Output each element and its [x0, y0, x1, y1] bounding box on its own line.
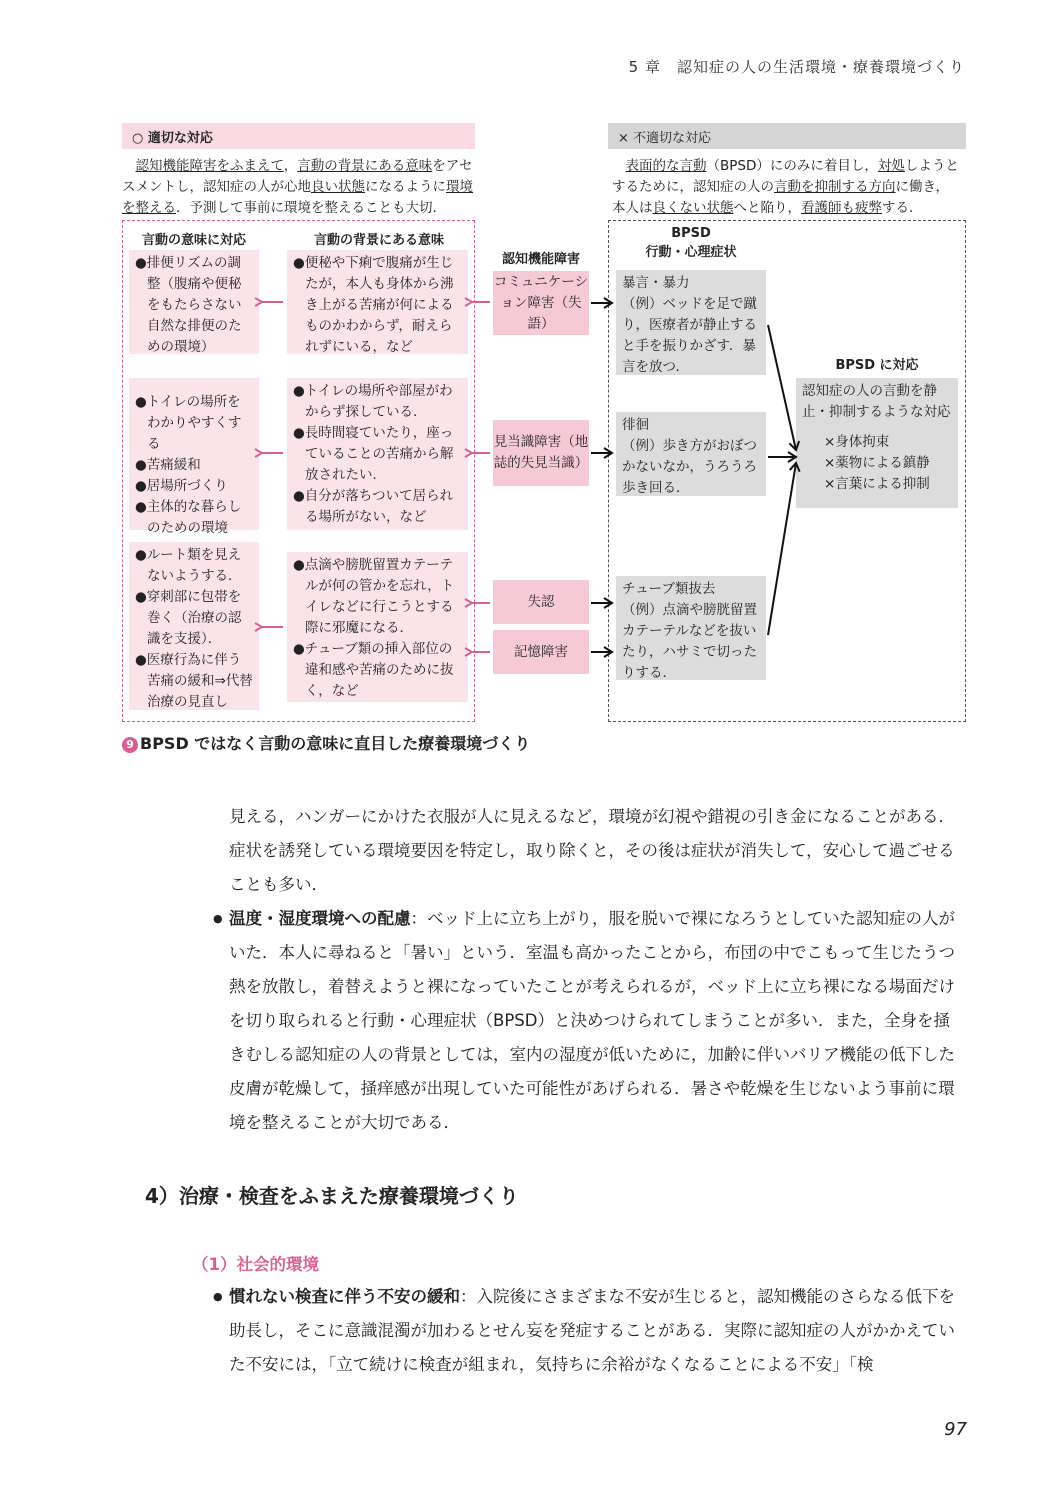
pink-arrows: [262, 302, 490, 652]
list-item: ●長時間寝ていたり，座っていることの苦痛から解放されたい．: [293, 425, 454, 483]
figure-caption-text: BPSD ではなく言動の意味に直目した療養環境づくり: [140, 734, 531, 753]
list-item: ●主体的な暮らしのための環境: [135, 499, 242, 536]
section-heading: 4）治療・検査をふまえた療養環境づくり: [145, 1184, 519, 1208]
bpsd-box-3: チューブ類抜去 （例）点滴や膀胱留置カテーテルなどを抜いたり，ハサミで切ったりする．: [616, 576, 766, 680]
intro-text: （BPSD）にのみに着目し，: [706, 158, 878, 174]
list-item: ●点滴や膀胱留置カテーテルが何の管かを忘れ，トイレなどに行こうとする際に邪魔になる．: [293, 557, 455, 636]
list-item: ●医療行為に伴う苦痛の緩和⇒代替治療の見直し: [135, 652, 253, 710]
underlined-text: 言動の背景にある意味: [297, 158, 433, 174]
bpsd-response-text: 認知症の人の言動を静止・抑制するような対応: [802, 383, 951, 420]
bpsd-box-2: 徘徊 （例）歩き方がおぼつかないなか，うろうろ歩き回る．: [616, 412, 766, 496]
bpsd-sublabel: 行動・心理症状: [645, 245, 737, 260]
impairment-box-1: コミュニケーション障害（失語）: [493, 271, 589, 335]
intro-text: ，: [283, 158, 298, 174]
list-item: ●トイレの場所や部屋がわからず探している．: [293, 383, 453, 420]
underlined-text: 良くない状態: [652, 200, 734, 216]
paragraph: [229, 1280, 965, 1382]
bpsd-label: BPSD: [671, 226, 711, 241]
col-header-response: 言動の意味に対応: [141, 233, 246, 248]
bullet-exam-anxiety: [229, 1280, 965, 1382]
chapter-header: 5 章 認知症の人の生活環境・療養環境づくり: [628, 58, 965, 76]
underlined-text: 認知機能障害をふまえて: [135, 158, 284, 174]
list-item: ●自分が落ちついて居られる場所がない，など: [293, 488, 454, 525]
underlined-text: 対処: [877, 158, 905, 174]
intro-text: になるように: [365, 179, 446, 195]
list-item: ●トイレの場所をわかりやすくする: [135, 394, 242, 452]
col-header-impairment: 認知機能障害: [501, 252, 580, 267]
list-item: ●居場所づくり: [135, 478, 228, 494]
underlined-text: 表面的な言動: [625, 158, 707, 174]
page-number: 97: [944, 1419, 967, 1440]
bullet-heading: 温度・湿度環境への配慮: [229, 909, 411, 928]
list-item: ×身体拘束: [824, 434, 890, 450]
subsection-heading: （1）社会的環境: [192, 1255, 319, 1274]
bullet-text: ：ベッド上に立ち上がり，服を脱いで裸になろうとしていた認知症の人がいた．本人に尋ねると「暑い」という．室温も高かったことから，布団の中でこもって生じたうつ熱を放散し，着替えようと裸になっていたことが考えられるが，ベッド上に立ち裸になる場面だけを切り取られると行動・心理症状（BPSD）と決めつけられてしまうことが多い．また，全身を掻きむしる認知症の人の背景としては，室内の湿度が低いために，加齢に伴いバリア機能の低下した皮膚が乾燥して，掻痒感が出現していた可能性があげられる．暑さや乾燥を生じないよう事前に環境を整えることが大切である．: [229, 909, 955, 1132]
intro-text: しようとするために，認知症の人の: [612, 158, 959, 195]
black-arrows: [591, 303, 796, 652]
intro-text: に働き，本人は: [612, 179, 949, 216]
list-item: ×薬物による鎮静: [824, 455, 930, 471]
bullet-text: ：入院後にさまざまな不安が生じると，認知機能のさらなる低下を助長し，そこに意識混濁が加わるとせん妄を発症することがある．実際に認知症の人がかかえていた不安には，「立て続けに検査が組まれ，気持ちに余裕がなくなることによる不安」「検: [229, 1287, 955, 1374]
impairment-box-3b: 記憶障害: [493, 630, 589, 674]
intro-text: へと陥り，: [733, 200, 801, 216]
intro-text: ．予測して事前に環境を整えることも大切．: [176, 200, 446, 216]
list-item: ●ルート類を見えないようする．: [135, 547, 242, 584]
intro-text: する．: [882, 200, 923, 216]
arrow-converge: [768, 325, 796, 450]
col-header-meaning: 言動の背景にある意味: [313, 233, 444, 248]
bullet-temperature: [229, 902, 965, 1140]
list-item: ×言葉による抑制: [824, 476, 930, 492]
underlined-text: 看護師も疲弊: [801, 200, 882, 216]
list-item: ●穿刺部に包帯を巻く（治療の認識を支援）．: [135, 589, 242, 647]
bullet-heading: 慣れない検査に伴う不安の緩和: [229, 1287, 460, 1306]
list-item: ●排便リズムの調整（腹痛や便秘をもたらさない自然な排便のための環境）: [135, 255, 242, 355]
col-header-bpsd-response: BPSD に対応: [835, 358, 919, 373]
impairment-box-3a: 失認: [493, 580, 589, 624]
underlined-text: 言動を抑制する方向: [774, 179, 896, 195]
list-item: ●便秘や下痢で腹痛が生じたが，本人も身体から沸き上がる苦痛が何によるものかわからず，耐えられずにいる，など: [293, 255, 454, 355]
figure-caption: [122, 731, 530, 754]
list-item: ●チューブ類の挿入部位の違和感や苦痛のために抜く，など: [293, 641, 454, 699]
bpsd-box-1: 暴言・暴力 （例）ベッドを足で蹴り，医療者が静止すると手を振りかざす．暴言を放つ．: [616, 270, 766, 375]
intro-text: をアセスメントし，認知症の人が心地: [122, 158, 473, 195]
appropriate-title: ○ 適切な対応: [122, 123, 475, 149]
impairment-box-2: 見当識障害（地誌的失見当識）: [493, 420, 589, 486]
figure-number: 9: [122, 737, 138, 753]
underlined-text: 環境を整える: [122, 179, 473, 216]
paragraph: 見える，ハンガーにかけた衣服が人に見えるなど，環境が幻視や錯視の引き金になることがある．症状を誘発している環境要因を特定し，取り除くと，その後は症状が消失して，安心して過ごせることも多い．: [229, 807, 955, 894]
paragraph: [229, 902, 965, 1140]
body-paragraph-1: [229, 800, 965, 902]
arrow-converge: [768, 463, 796, 635]
underlined-text: 良い状態: [311, 179, 365, 195]
inappropriate-title: × 不適切な対応: [608, 123, 966, 149]
list-item: ●苦痛緩和: [135, 457, 201, 473]
